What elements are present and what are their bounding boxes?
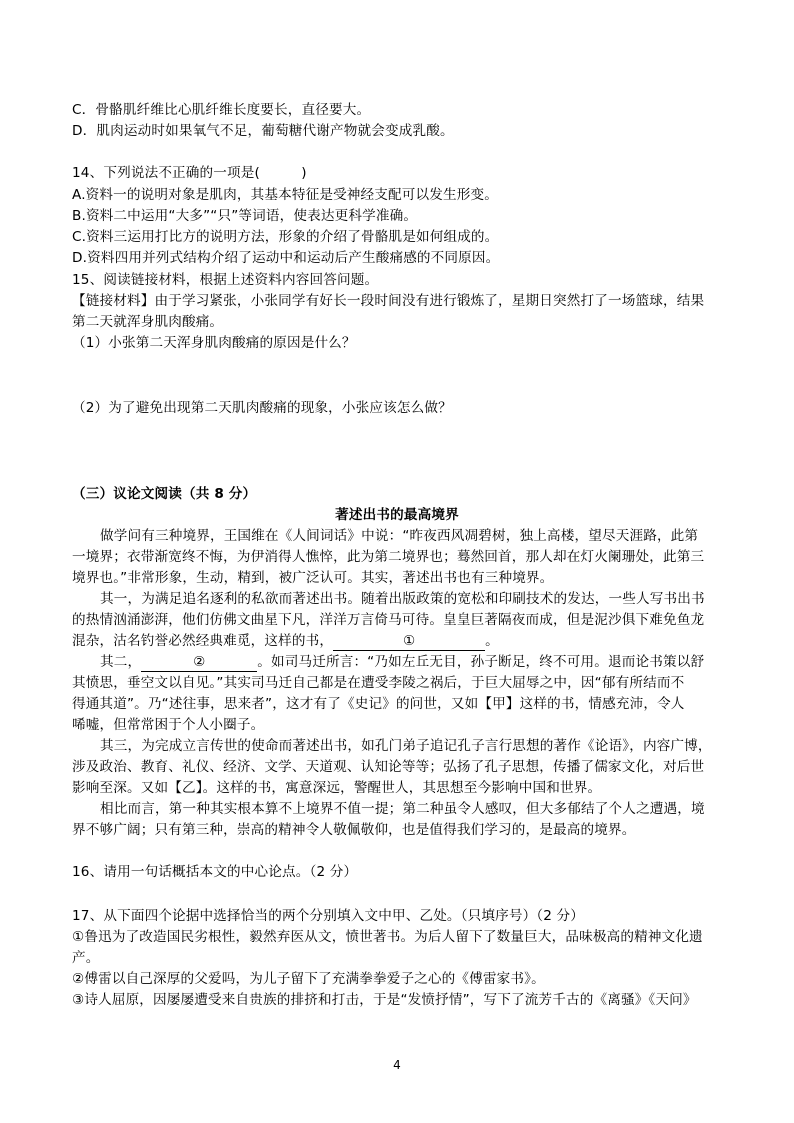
q15-link-material-line1: 【链接材料】由于学习紧张，小张同学有好长一段时间没有进行锻炼了，星期日突然打了一场篮球，结果 bbox=[72, 293, 705, 309]
q15-link-material-line2: 第二天就浑身肌肉酸痛。 bbox=[72, 314, 224, 330]
q14-option-c: C.资料三运用打比方的说明方法，形象的介绍了骨骼肌是如何组成的。 bbox=[72, 229, 499, 245]
essay-paragraph-2-line3: 混杂，沽名钓誉必然经典难觅，这样的书， ① 。 bbox=[72, 633, 499, 649]
essay-paragraph-4-line2: 涉及政治、教育、礼仪、经济、文学、天道观、认知论等等；弘扬了孔子思想，传播了儒家文化，对后世 bbox=[72, 759, 705, 775]
essay-paragraph-5-line2: 界不够广阔；只有第三种，崇高的精神令人敬佩敬仰，也是值得我们学习的，是最高的境界。 bbox=[72, 822, 636, 838]
q14-option-b: B.资料二中运用“大多”“只”等词语，使表达更科学准确。 bbox=[72, 208, 418, 224]
essay-paragraph-3-line2: 其愤思，垂空文以自见。”其实司马迁自己都是在遭受李陵之祸后，于巨大屈辱之中，因“郁有所结而不 bbox=[72, 675, 685, 691]
q13-option-c: C．骨骼肌纤维比心肌纤维长度要长，直径要大。 bbox=[72, 102, 371, 118]
essay-paragraph-1-line1: 做学问有三种境界，王国维在《人间词话》中说：“昨夜西风凋碧树，独上高楼，望尽天涯路，此第 bbox=[100, 528, 699, 544]
essay-paragraph-5-line1: 相比而言，第一种其实根本算不上境界不值一提；第二种虽令人感叹，但大多郁结了个人之遭遇，境 bbox=[100, 801, 705, 817]
q15-subquestion-2: （2）为了避免出现第二天肌肉酸痛的现象，小张应该怎么做？ bbox=[72, 400, 452, 416]
essay-paragraph-3-line4: 唏嘘，但常常困于个人小圈子。 bbox=[72, 717, 265, 733]
q14-option-a: A.资料一的说明对象是肌肉，其基本特征是受神经支配可以发生形变。 bbox=[72, 187, 498, 203]
q16-stem: 16、请用一句话概括本文的中心论点。（2 分） bbox=[72, 864, 358, 880]
q15-stem: 15、阅读链接材料，根据上述资料内容回答问题。 bbox=[72, 272, 379, 288]
essay-paragraph-3-line3: 得通其道”。乃“述往事，思来者”，这才有了《史记》的问世，又如【甲】这样的书，情感充沛，令人 bbox=[72, 696, 685, 712]
q17-option-1-line1: ①鲁迅为了改造国民劣根性，毅然弃医从文，愤世著书。为后人留下了数量巨大，品味极高的精神文化遗 bbox=[72, 929, 703, 945]
essay-paragraph-4-line1: 其三，为完成立言传世的使命而著述出书，如孔门弟子追记孔子言行思想的著作《论语》，内容广博， bbox=[100, 738, 712, 754]
essay-paragraph-2-line1: 其一，为满足追名逐利的私欲而著述出书。随着出版政策的宽松和印刷技术的发达，一些人写书出书 bbox=[100, 591, 705, 607]
page-number: 4 bbox=[393, 1058, 401, 1072]
essay-paragraph-4-line3: 影响至深。又如【乙】。这样的书，寓意深远，警醒世人，其思想至今影响中国和世界。 bbox=[72, 780, 602, 796]
blank-1: ① bbox=[333, 633, 485, 651]
essay-paragraph-2-line2: 的热情汹涌澎湃，他们仿佛文曲星下凡，洋洋万言倚马可待。皇皇巨著隔夜而成，但是泥沙俱下难免鱼龙 bbox=[72, 612, 705, 628]
essay-paragraph-3-line1: 其二， ② 。如司马迁所言：“乃如左丘无目，孙子断足，终不可用。退而论书策以舒 bbox=[100, 654, 705, 670]
q13-option-d: D．肌肉运动时如果氧气不足，葡萄糖代谢产物就会变成乳酸。 bbox=[72, 123, 454, 139]
q17-stem: 17、从下面四个论据中选择恰当的两个分别填入文中甲、乙处。（只填序号）（2 分） bbox=[72, 908, 585, 924]
q17-option-1-line2: 产。 bbox=[72, 950, 100, 966]
q14-option-d: D.资料四用并列式结构介绍了运动中和运动后产生酸痛感的不同原因。 bbox=[72, 250, 500, 266]
q15-subquestion-1: （1）小张第二天浑身肌肉酸痛的原因是什么？ bbox=[72, 335, 356, 351]
essay-paragraph-1-line2: 一境界；衣带渐宽终不悔，为伊消得人憔悴，此为第二境界也；蓦然回首，那人却在灯火阑珊处，此第三 bbox=[72, 549, 705, 565]
essay-paragraph-1-line3: 境界也。”非常形象，生动，精到，被广泛认可。其实，著述出书也有三种境界。 bbox=[72, 570, 554, 586]
q17-option-3: ③诗人屈原，因屡屡遭受来自贵族的排挤和打击，于是“发愤抒情”，写下了流芳千古的《离骚》《天问》 bbox=[72, 992, 697, 1008]
blank-2: ② bbox=[141, 654, 257, 672]
q14-stem: 14、下列说法不正确的一项是( ) bbox=[72, 165, 307, 181]
section-heading: （三）议论文阅读（共 8 分） bbox=[72, 486, 257, 502]
essay-title: 著述出书的最高境界 bbox=[335, 507, 459, 523]
q17-option-2: ②傅雷以自己深厚的父爱吗，为儿子留下了充满拳拳爱子之心的《傅雷家书》。 bbox=[72, 971, 545, 987]
